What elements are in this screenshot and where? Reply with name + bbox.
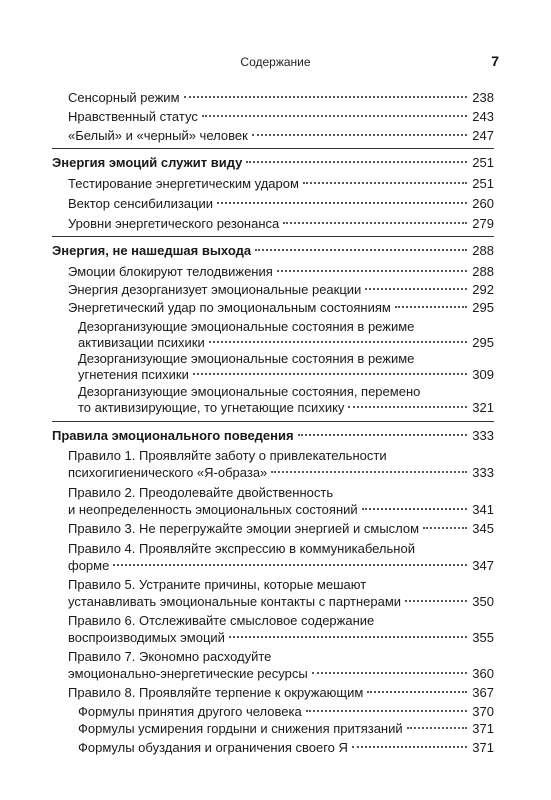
toc-entry-title: Правило 8. Проявляйте терпение к окружающим (68, 685, 364, 700)
toc-entry-page: 243 (472, 109, 494, 124)
toc-entry-page: 333 (472, 465, 494, 480)
toc-entry-page: 350 (472, 594, 494, 609)
toc-entry-title: устанавливать эмоциональные контакты с партнерами (68, 594, 402, 609)
toc-entry-title: и неопределенность эмоциональных состояний (68, 502, 358, 517)
toc-entry-title: Сенсорный режим (68, 90, 180, 105)
toc-section-page: 333 (472, 428, 494, 443)
toc-subentry-line1: Дезорганизующие эмоциональные состояния в режиме (78, 319, 415, 334)
toc-entry-title: эмоционально-энергетические ресурсы (68, 666, 308, 681)
toc-subentry-page: 371 (472, 740, 494, 755)
toc-section-title: Энергия, не нашедшая выхода (52, 243, 252, 258)
page-number: 7 (491, 53, 499, 69)
toc-section-title: Энергия эмоций служит виду (52, 155, 243, 170)
section-divider (52, 148, 494, 149)
toc-section-page: 288 (472, 243, 494, 258)
section-divider (52, 236, 494, 237)
toc-subentry-line1: Дезорганизующие эмоциональные состояния в режиме (78, 351, 415, 366)
toc-entry-page: 355 (472, 630, 494, 645)
toc-entry-page: 292 (472, 282, 494, 297)
toc-subentry-title: то активизирующие, то угнетающие психику (78, 400, 345, 415)
toc-entry-title: Тестирование энергетическим ударом (68, 176, 299, 191)
toc-entry-page: 295 (472, 300, 494, 315)
toc-subentry-title: Формулы усмирения гордыни и снижения притязаний (78, 721, 403, 736)
toc-entry-page: 347 (472, 558, 494, 573)
toc-entry-title: «Белый» и «черный» человек (68, 128, 248, 143)
toc-entry-page: 251 (472, 176, 494, 191)
toc-entry-line1: Правило 4. Проявляйте экспрессию в коммуникабельной (68, 541, 415, 556)
toc-entry-title: Вектор сенсибилизации (68, 196, 213, 211)
toc-entry-title: Энергетический удар по эмоциональным состояниям (68, 300, 391, 315)
toc-entry-page: 360 (472, 666, 494, 681)
toc-entry-title: Правило 3. Не перегружайте эмоции энергией и смыслом (68, 521, 420, 536)
toc-entry-title: Энергия дезорганизует эмоциональные реакции (68, 282, 362, 297)
toc-subentry-title: Формулы обуздания и ограничения своего Я (78, 740, 348, 755)
toc-entry-page: 288 (472, 264, 494, 279)
running-head: Содержание (240, 55, 311, 69)
toc-entry-page: 279 (472, 216, 494, 231)
toc-entry-title: воспроизводимых эмоций (68, 630, 225, 645)
toc-subentry-page: 321 (472, 400, 494, 415)
toc-entry-line1: Правило 2. Преодолевайте двойственность (68, 485, 334, 500)
section-divider (52, 421, 494, 422)
toc-subentry-page: 295 (472, 335, 494, 350)
toc-section-title: Правила эмоционального поведения (52, 428, 294, 443)
toc-entry-page: 260 (472, 196, 494, 211)
toc-entry-title: Эмоции блокируют телодвижения (68, 264, 273, 279)
toc-entry-page: 367 (472, 685, 494, 700)
toc-entry-page: 341 (472, 502, 494, 517)
toc-subentry-page: 309 (472, 367, 494, 382)
toc-entry-title: психогигиенического «Я-образа» (68, 465, 268, 480)
toc-entry-line1: Правило 6. Отслеживайте смысловое содержание (68, 613, 375, 628)
toc-entry-line1: Правило 7. Экономно расходуйте (68, 649, 272, 664)
toc-entry-page: 238 (472, 90, 494, 105)
toc-subentry-page: 370 (472, 704, 494, 719)
toc-subentry-title: Формулы принятия другого человека (78, 704, 302, 719)
toc-entry-page: 247 (472, 128, 494, 143)
toc-subentry-title: активизации психики (78, 335, 205, 350)
toc-entry-title: Нравственный статус (68, 109, 198, 124)
toc-subentry-line1: Дезорганизующие эмоциональные состояния, перемено (78, 384, 421, 399)
toc-section-page: 251 (472, 155, 494, 170)
toc-entry-title: форме (68, 558, 110, 573)
toc-entry-page: 345 (472, 521, 494, 536)
toc-subentry-page: 371 (472, 721, 494, 736)
toc-entry-title: Уровни энергетического резонанса (68, 216, 280, 231)
toc-entry-line1: Правило 1. Проявляйте заботу о привлекательности (68, 448, 387, 463)
toc-entry-line1: Правило 5. Устраните причины, которые мешают (68, 577, 367, 592)
toc-subentry-title: угнетения психики (78, 367, 189, 382)
